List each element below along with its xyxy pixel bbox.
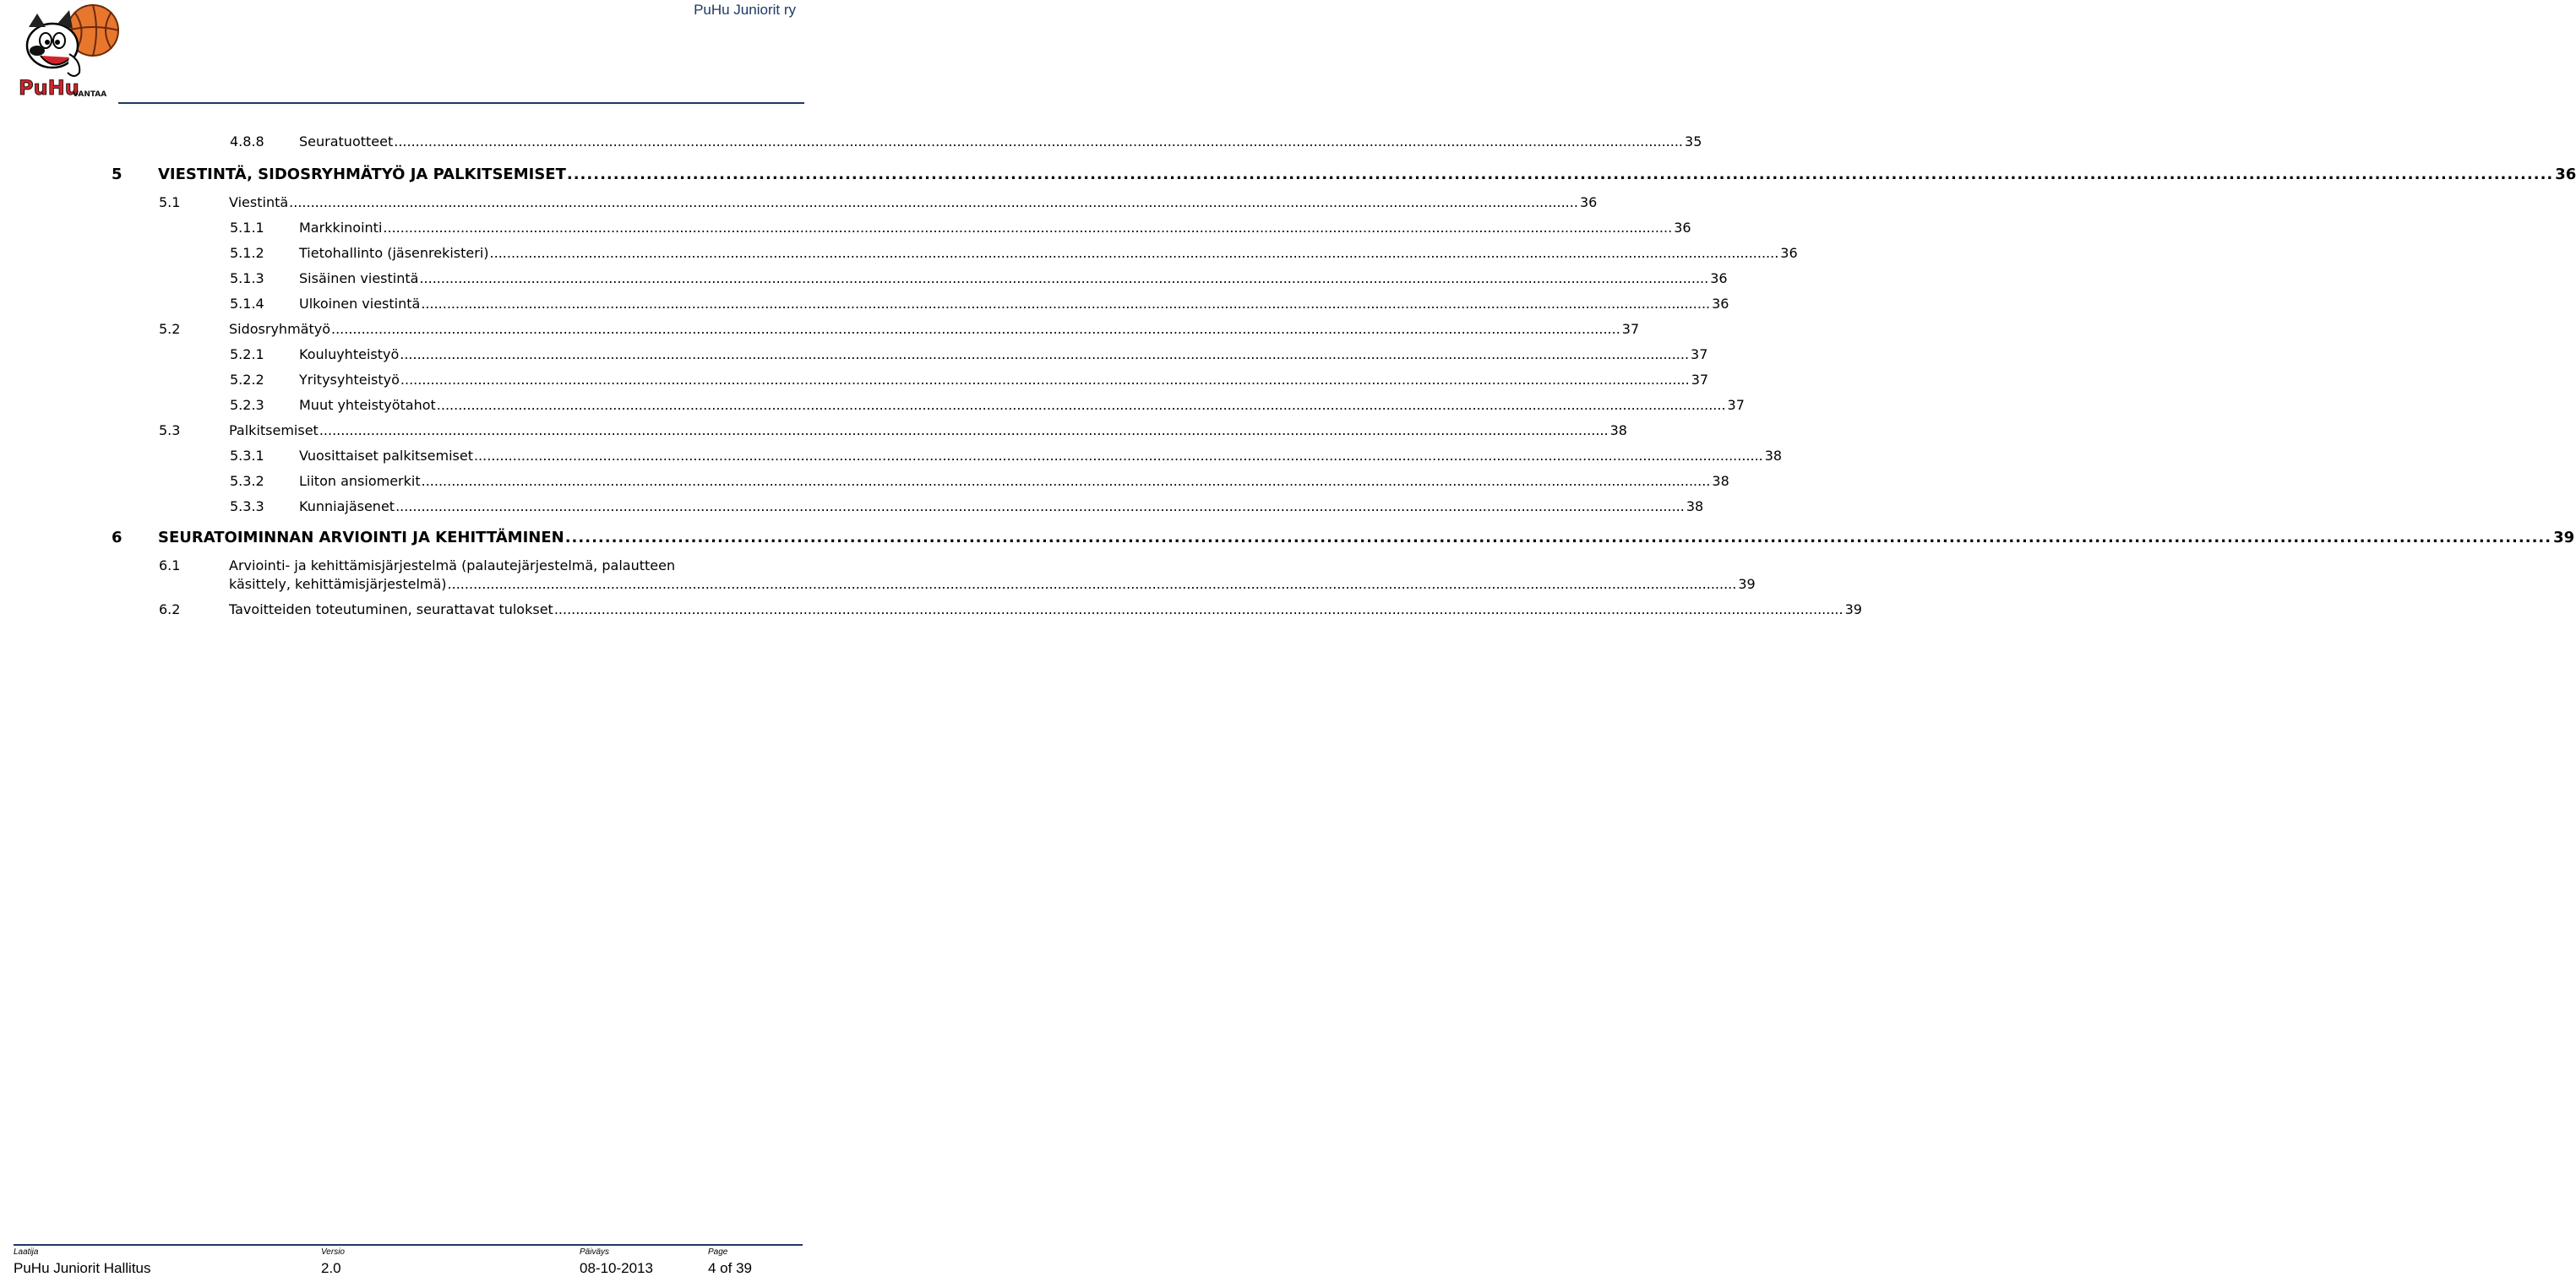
toc-entry-title: Tietohallinto (jäsenrekisteri)	[299, 245, 489, 261]
toc-dot-leader: ............................................................................................................................................................................................................................................................................................................	[421, 296, 1711, 312]
toc-entry[interactable]	[159, 601, 1862, 618]
toc-dot-leader: ............................................................................................................................................................................................................................................................................................................	[289, 194, 1578, 210]
toc-entry[interactable]	[230, 372, 1709, 389]
footer-version-label: Versio	[321, 1247, 345, 1257]
toc-dot-leader: ............................................................................................................................................................................................................................................................................................................	[436, 397, 1726, 413]
toc-entry[interactable]	[159, 422, 1627, 439]
footer-author-label: Laatija	[14, 1247, 39, 1257]
toc-entry-number: 5.1.3	[230, 270, 264, 286]
toc-entry-title: Sidosryhmätyö	[229, 321, 330, 337]
toc-entry[interactable]	[230, 296, 1729, 312]
toc-entry-number: 5.2.3	[230, 397, 264, 413]
toc-dot-leader: ............................................................................................................................................................................................................................................................................................................	[421, 473, 1711, 489]
toc-dot-leader: ............................................................................................................................................................................................................................................................................................................	[553, 601, 1844, 617]
toc-entry-title: Markkinointi	[299, 220, 383, 236]
toc-entry-number: 5.2	[159, 321, 181, 337]
toc-entry[interactable]	[159, 194, 1598, 211]
logo-city-text: VANTAA	[73, 90, 107, 99]
toc-entry-number: 5.1	[159, 194, 181, 210]
toc-entry-number: 5.3.2	[230, 473, 264, 489]
toc-entry-title: Kunniajäsenet	[299, 498, 395, 514]
toc-entry-title: Yritysyhteistyö	[299, 372, 400, 388]
toc-entry-number: 5.2.1	[230, 346, 264, 362]
toc-entry-title: Seuratuotteet	[299, 133, 394, 149]
toc-dot-leader: ............................................................................................................................................................................................................................................................................................................	[319, 422, 1609, 438]
toc-entry-number: 5	[112, 166, 123, 183]
toc-dot-leader: ............................................................................................................................................................................................................................................................................................................	[400, 346, 1690, 362]
toc-entry-number: 5.1.4	[230, 296, 264, 312]
toc-entry-title-line1: Arviointi- ja kehittämisjärjestelmä (palautejärjestelmä, palautteen	[229, 557, 676, 573]
toc-dot-leader: ............................................................................................................................................................................................................................................................................................................	[419, 270, 1709, 286]
toc-entry-number: 5.3.1	[230, 448, 264, 464]
toc-dot-leader: ............................................................................................................................................................................................................................................................................................................	[564, 529, 2552, 546]
toc-entry-title: Sisäinen viestintä	[299, 270, 419, 286]
toc-entry-page: 37	[1691, 372, 1709, 388]
toc-dot-leader: ............................................................................................................................................................................................................................................................................................................	[447, 576, 1737, 592]
toc-entry-page: 37	[1727, 397, 1745, 413]
toc-entry-title: Kouluyhteistyö	[299, 346, 400, 362]
footer-version-value: 2.0	[321, 1260, 341, 1276]
footer-divider	[14, 1244, 803, 1246]
toc-entry[interactable]	[112, 529, 2575, 547]
toc-entry-number: 5.1.2	[230, 245, 264, 261]
toc-entry-title: VIESTINTÄ, SIDOSRYHMÄTYÖ JA PALKITSEMISET	[158, 166, 566, 183]
toc-entry-page: 36	[2555, 166, 2576, 183]
toc-entry-number: 6.2	[159, 601, 181, 617]
toc-entry-number: 5.2.2	[230, 372, 264, 388]
toc-entry-page: 39	[1738, 576, 1756, 592]
toc-entry-title: Vuosittaiset palkitsemiset	[299, 448, 473, 464]
toc-entry-title: Palkitsemiset	[229, 422, 319, 438]
toc-entry-page: 38	[1764, 448, 1783, 464]
toc-entry-number: 4.8.8	[230, 133, 264, 149]
toc-entry-page: 37	[1621, 321, 1640, 337]
toc-entry[interactable]	[230, 473, 1729, 490]
toc-entry-title: Viestintä	[229, 194, 289, 210]
toc-entry-number: 5.3	[159, 422, 181, 438]
toc-entry[interactable]	[230, 245, 1798, 262]
footer-date-value: 08-10-2013	[580, 1260, 653, 1276]
toc-entry-page: 36	[1712, 296, 1729, 312]
toc-dot-leader: ............................................................................................................................................................................................................................................................................................................	[395, 498, 1685, 514]
footer-author-value: PuHu Juniorit Hallitus	[14, 1260, 151, 1276]
footer-page-value: 4 of 39	[708, 1260, 752, 1276]
toc-entry[interactable]	[230, 220, 1691, 236]
toc-dot-leader: ............................................................................................................................................................................................................................................................................................................	[383, 220, 1673, 236]
toc-entry[interactable]	[112, 166, 2576, 184]
toc-entry-page: 36	[1710, 270, 1728, 286]
footer-date-label: Päiväys	[580, 1247, 610, 1257]
toc-entry-title: Ulkoinen viestintä	[299, 296, 421, 312]
toc-entry-page: 36	[1674, 220, 1691, 236]
toc-entry-page: 39	[2553, 529, 2575, 546]
toc-dot-leader: ............................................................................................................................................................................................................................................................................................................	[394, 133, 1684, 149]
toc-dot-leader: ............................................................................................................................................................................................................................................................................................................	[400, 372, 1690, 388]
toc-entry-page: 37	[1691, 346, 1708, 362]
toc-entry-number: 6.1	[159, 557, 181, 573]
toc-entry-title: Liiton ansiomerkit	[299, 473, 421, 489]
toc-entry-page: 35	[1685, 133, 1702, 149]
toc-entry[interactable]	[159, 321, 1640, 338]
toc-entry-number: 5.3.3	[230, 498, 264, 514]
footer-page-label: Page	[708, 1247, 728, 1257]
toc-entry[interactable]	[230, 346, 1708, 363]
toc-dot-leader: ............................................................................................................................................................................................................................................................................................................	[331, 321, 1620, 337]
toc-entry-page: 39	[1844, 601, 1862, 617]
toc-entry-page: 36	[1780, 245, 1798, 261]
toc-dot-leader: ............................................................................................................................................................................................................................................................................................................	[566, 166, 2554, 183]
puhu-logo	[12, 2, 117, 101]
toc-entry-number: 5.1.1	[230, 220, 264, 236]
toc-entry[interactable]	[230, 448, 1783, 465]
toc-entry-title: Tavoitteiden toteutuminen, seurattavat tulokset	[229, 601, 553, 617]
toc-entry[interactable]	[230, 270, 1728, 287]
toc-dot-leader: ............................................................................................................................................................................................................................................................................................................	[473, 448, 1763, 464]
logo-brand-text: PuHu	[19, 76, 79, 100]
toc-entry-number: 6	[112, 529, 123, 546]
toc-entry-page: 38	[1609, 422, 1627, 438]
toc-entry-page: 36	[1579, 194, 1598, 210]
toc-dot-leader: ............................................................................................................................................................................................................................................................................................................	[489, 245, 1779, 261]
toc-entry-title: SEURATOIMINNAN ARVIOINTI JA KEHITTÄMINEN	[158, 529, 564, 546]
toc-entry[interactable]	[230, 133, 1702, 150]
toc-entry-page: 38	[1686, 498, 1704, 514]
toc-entry-page: 38	[1712, 473, 1729, 489]
toc-entry-title: käsittely, kehittämisjärjestelmä)	[229, 576, 447, 592]
toc-entry-title: Muut yhteistyötahot	[299, 397, 436, 413]
toc-entry[interactable]	[230, 397, 1745, 414]
header-organization: PuHu Juniorit ry	[694, 2, 796, 18]
header-divider	[118, 102, 804, 104]
toc-entry[interactable]	[230, 498, 1704, 515]
